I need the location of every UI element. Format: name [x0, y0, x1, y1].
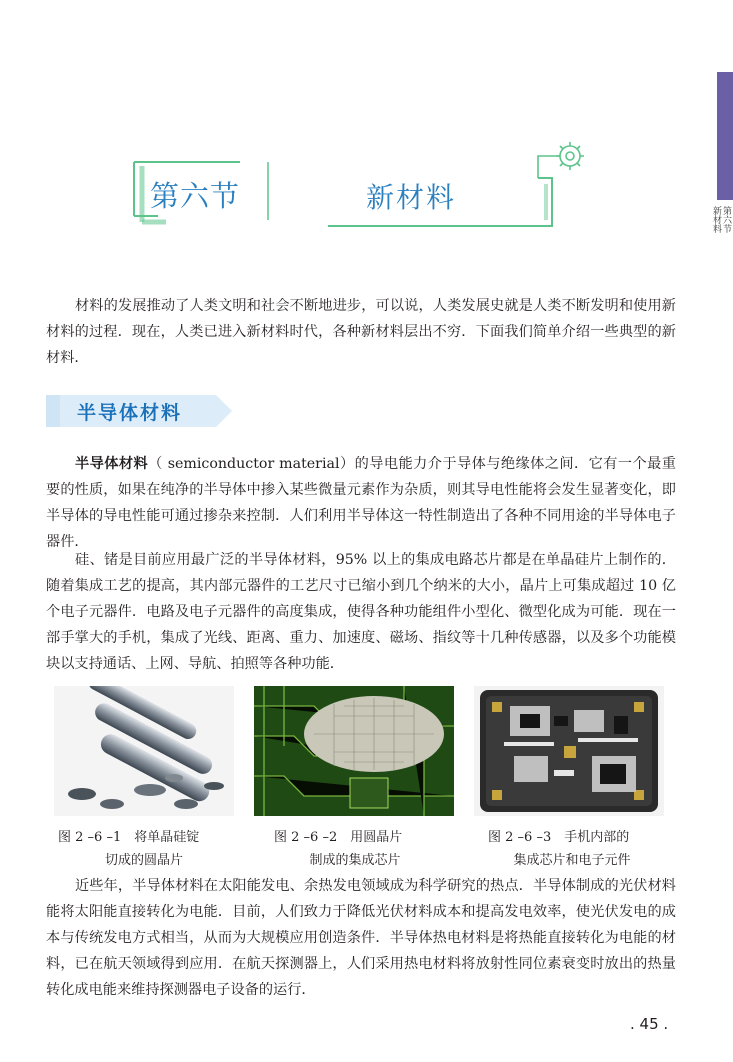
caption-2-line-1: 图 2 –6 –2 用圆晶片	[274, 830, 403, 845]
page-number: . 45 .	[630, 1015, 669, 1033]
term-semiconductor: 半导体材料	[75, 456, 149, 472]
chapter-side-tab	[717, 72, 733, 200]
section-title: 新材料	[366, 181, 457, 214]
gear-icon	[556, 142, 584, 170]
caption-1-line-2: 切成的圆晶片	[104, 853, 183, 868]
photovoltaic-paragraph: 近些年，半导体材料在太阳能发电、余热发电领域成为科学研究的热点．半导体制成的光伏材料能将太阳能直接转化为电能．目前，人们致力于降低光伏材料成本和提高发电效率，使光伏发电的成本与传统发电方式相当，从而为大规模应用创造条件．半导体热电材料是将热能直接转化为电能的材料，已在航天领域得到应用．在航天探测器上，人们采用热电材料将放射性同位素衰变时放出的热量转化成电能来维持探测器电子设备的运行．	[46, 878, 676, 998]
semiconductor-paragraph	[46, 451, 676, 555]
caption-1-line-1: 图 2 –6 –1 将单晶硅锭	[58, 830, 200, 845]
side-label	[711, 206, 731, 233]
section-number: 第六节	[150, 179, 241, 213]
caption-3-line-1: 图 2 –6 –3 手机内部的	[488, 830, 630, 845]
figure-wafer-chip	[254, 686, 454, 816]
intro-paragraph: 材料的发展推动了人类文明和社会不断地进步，可以说，人类发展史就是人类不断发明和使用新材料的过程．现在，人类已进入新材料时代，各种新材料层出不穷．下面我们简单介绍一些典型的新材料．	[46, 298, 676, 366]
section-heading	[128, 162, 578, 226]
figure-silicon-ingots	[54, 686, 234, 816]
side-section: 第六节	[721, 206, 731, 233]
term-english: （ semiconductor material）	[148, 456, 355, 472]
subsection-heading	[46, 395, 236, 427]
silicon-paragraph: 硅、锗是目前应用最广泛的半导体材料，95% 以上的集成电路芯片都是在单晶硅片上制作的．随着集成工艺的提高，其内部元器件的工艺尺寸已缩小到几个纳米的大小，晶片上可集成超过 10 亿个电子元器件．电路及电子元器件的高度集成，使得各种功能组件小型化、微型化成为可能．现在一部手掌大的手机，集成了光线、距离、重力、加速度、磁场、指纹等十几种传感器，以及多个功能模块以支持通话、上网、导航、拍照等各种功能．	[46, 552, 676, 672]
figure-phone-board	[474, 686, 664, 816]
figure-caption-1	[54, 826, 234, 872]
caption-3-line-2: 集成芯片和电子元件	[513, 853, 631, 868]
semiconductor-text: 的导电能力介于导体与绝缘体之间．它有一个最重要的性质，如果在纯净的半导体中掺入某些微量元素作为杂质，则其导电性能将会发生显著变化，即半导体的导电性能可通过掺杂来控制．人们利用半导体这一特性制造出了各种不同用途的半导体电子器件．	[46, 456, 676, 550]
subsection-title: 半导体材料	[77, 402, 183, 424]
figure-caption-2	[260, 826, 450, 872]
figure-caption-3	[472, 826, 672, 872]
caption-2-line-2: 制成的集成芯片	[309, 853, 401, 868]
side-title: 新材料	[711, 206, 721, 233]
